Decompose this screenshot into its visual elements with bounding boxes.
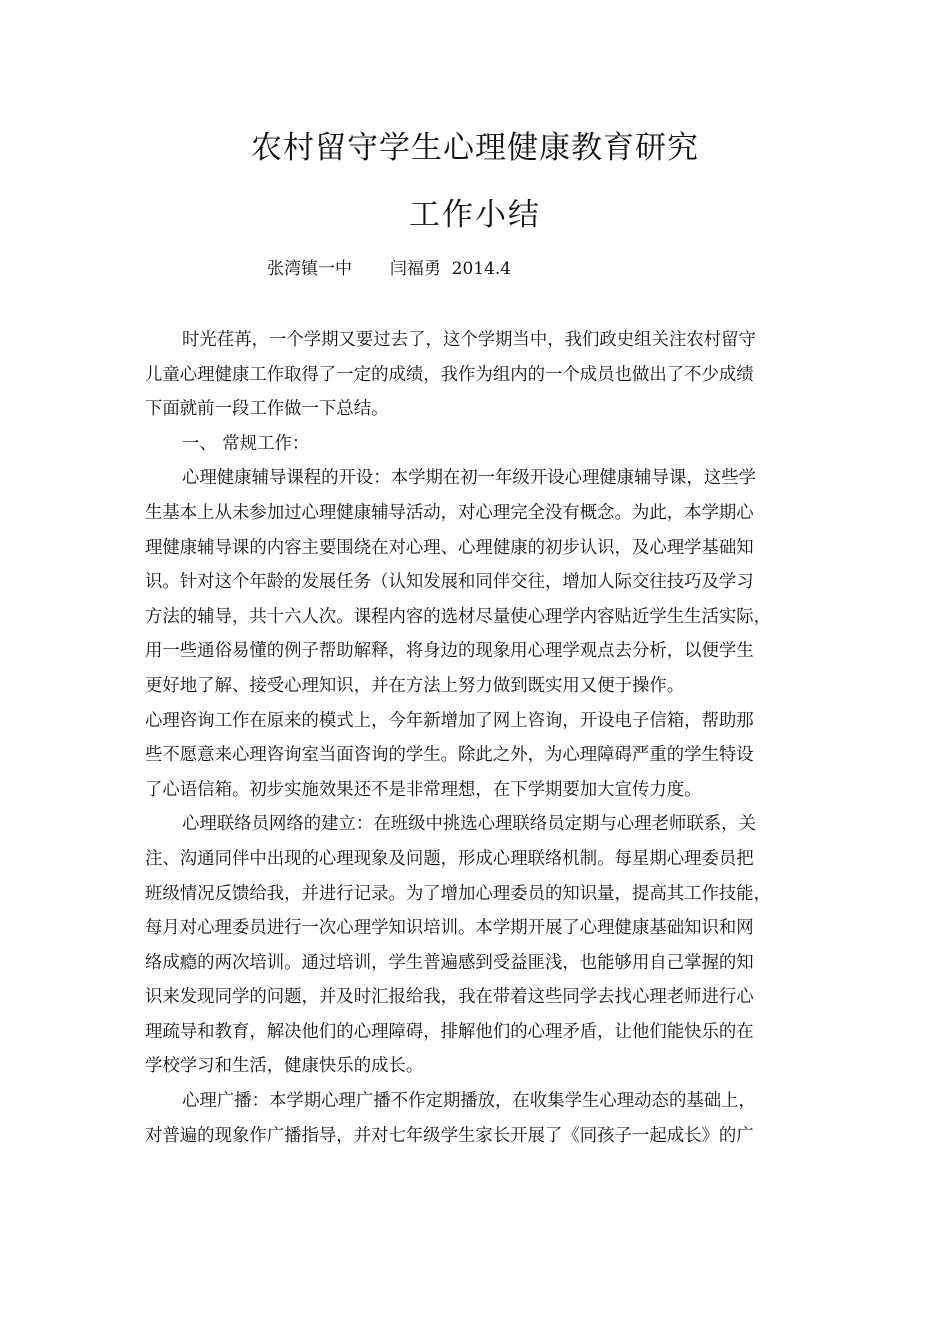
body-line: 更好地了解、接受心理知识，并在方法上努力做到既实用又便于操作。 bbox=[145, 675, 685, 696]
body-line: 络成瘾的两次培训。通过培训，学生普遍感到受益匪浅，也能够用自己掌握的知 bbox=[145, 952, 754, 973]
body-line: 识。针对这个年龄的发展任务（认知发展和同伴交往，增加人际交往技巧及学习 bbox=[145, 572, 754, 593]
body-line: 下面就前一段工作做一下总结。 bbox=[145, 399, 389, 420]
body-line: 心理联络员网络的建立：在班级中挑选心理联络员定期与心理老师联系，关 bbox=[182, 814, 756, 835]
document-body bbox=[145, 323, 815, 1153]
body-line: 时光荏苒，一个学期又要过去了，这个学期当中，我们政史组关注农村留守 bbox=[182, 330, 756, 350]
body-line: 班级情况反馈给我，并进行记录。为了增加心理委员的知识量，提高其工作技能， bbox=[145, 883, 772, 904]
body-line: 心理咨询工作在原来的模式上，今年新增加了网上咨询，开设电子信箱，帮助那 bbox=[145, 710, 754, 731]
section-heading: 一、 常规工作： bbox=[182, 433, 310, 454]
body-line: 心理广播：本学期心理广播不作定期播放，在收集学生心理动态的基础上， bbox=[182, 1091, 756, 1112]
body-line: 对普遍的现象作广播指导，并对七年级学生家长开展了《同孩子一起成长》的广 bbox=[145, 1125, 754, 1146]
body-line: 了心语信箱。初步实施效果还不是非常理想，在下学期要加大宣传力度。 bbox=[145, 779, 702, 800]
author-org: 张湾镇一中 bbox=[267, 259, 352, 279]
author-name: 闫福勇 bbox=[389, 259, 441, 279]
body-line: 儿童心理健康工作取得了一定的成绩，我作为组内的一个成员也做出了不少成绩 bbox=[145, 364, 754, 385]
body-line: 方法的辅导，共十六人次。课程内容的选材尽量使心理学内容贴近学生生活实际， bbox=[145, 606, 772, 627]
body-line: 每月对心理委员进行一次心理学知识培训。本学期开展了心理健康基础知识和网 bbox=[145, 918, 754, 939]
body-line: 注、沟通同伴中出现的心理现象及问题，形成心理联络机制。每星期心理委员把 bbox=[145, 848, 754, 869]
body-line: 理健康辅导课的内容主要围绕在对心理、心理健康的初步认识，及心理学基础知 bbox=[145, 537, 754, 558]
body-line: 生基本上从未参加过心理健康辅导活动，对心理完全没有概念。为此，本学期心 bbox=[145, 502, 754, 523]
body-line: 理疏导和教育，解决他们的心理障碍，排解他们的心理矛盾，让他们能快乐的在 bbox=[145, 1021, 754, 1042]
byline bbox=[267, 256, 511, 282]
body-line: 些不愿意来心理咨询室当面咨询的学生。除此之外，为心理障碍严重的学生特设 bbox=[145, 745, 754, 766]
body-line: 心理健康辅导课程的开设：本学期在初一年级开设心理健康辅导课，这些学 bbox=[182, 468, 756, 489]
document-title: 农村留守学生心理健康教育研究 bbox=[251, 130, 699, 166]
body-line: 识来发现同学的问题，并及时汇报给我，我在带着这些同学去找心理老师进行心 bbox=[145, 987, 754, 1008]
body-line: 用一些通俗易懂的例子帮助解释，将身边的现象用心理学观点去分析，以便学生 bbox=[145, 641, 754, 662]
author-date: 2014.4 bbox=[451, 259, 512, 279]
document-subtitle: 工作小结 bbox=[409, 197, 541, 233]
body-line: 学校学习和生活，健康快乐的成长。 bbox=[145, 1056, 424, 1077]
